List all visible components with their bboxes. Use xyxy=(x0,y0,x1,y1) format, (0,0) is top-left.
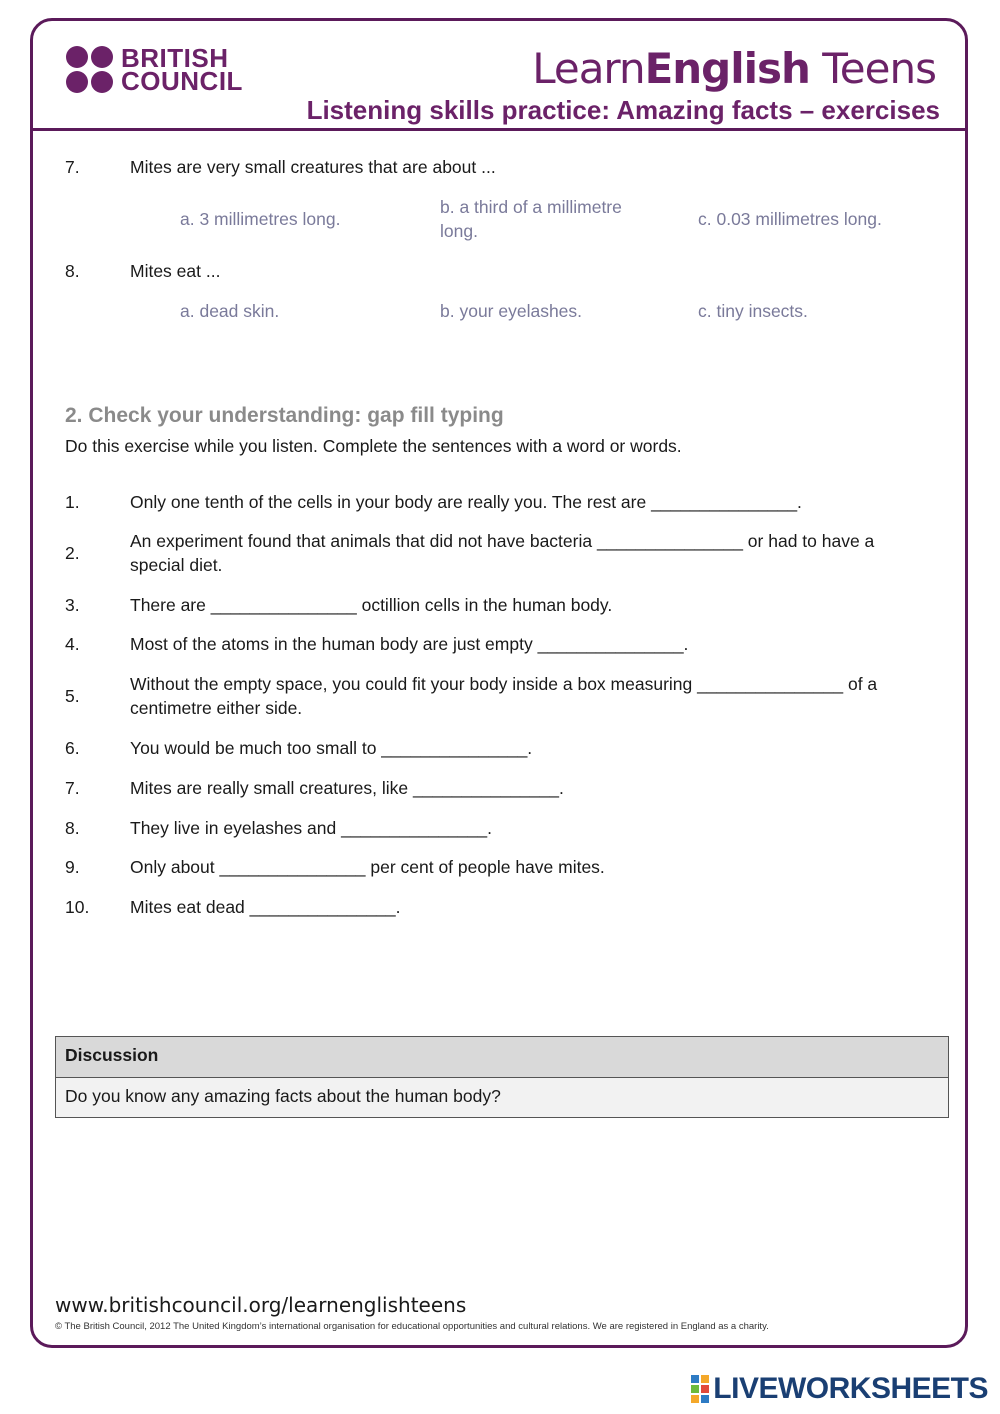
item-text[interactable]: An experiment found that animals that did not have bacteria _______________ or had to have a special diet. xyxy=(130,531,875,575)
item-number: 10. xyxy=(65,897,90,917)
item-number: 5. xyxy=(65,686,80,706)
logo-teens: Teens xyxy=(809,44,936,93)
question-text: Mites are very small creatures that are about ... xyxy=(130,157,496,177)
item-text[interactable]: You would be much too small to _______________. xyxy=(130,738,533,758)
page-title: Listening skills practice: Amazing facts – exercises xyxy=(306,95,940,125)
option-a[interactable]: a. dead skin. xyxy=(180,301,280,321)
item-number: 8. xyxy=(65,818,80,838)
discussion-box xyxy=(55,1036,949,1118)
logo-english: English xyxy=(644,44,810,93)
logo-learn: Learn xyxy=(532,44,645,93)
item-text[interactable]: They live in eyelashes and _______________. xyxy=(130,818,492,838)
question-number: 7. xyxy=(65,157,80,177)
option-b[interactable]: b. a third of a millimetre long. xyxy=(440,197,622,241)
liveworksheets-icon xyxy=(691,1375,709,1403)
option-b[interactable]: b. your eyelashes. xyxy=(440,301,583,321)
item-text[interactable]: Without the empty space, you could fit your body inside a box measuring _______________ of a centimetre either side. xyxy=(130,674,878,718)
question-text: Mites eat ... xyxy=(130,261,221,281)
discussion-question: Do you know any amazing facts about the human body? xyxy=(56,1078,948,1117)
logo-line-2: COUNCIL xyxy=(121,65,243,96)
item-text[interactable]: Mites are really small creatures, like _______________. xyxy=(130,778,564,798)
logo-line-1: BRITISH xyxy=(121,42,229,73)
item-number: 1. xyxy=(65,492,80,512)
logo-dots-icon xyxy=(66,46,113,93)
header-rule xyxy=(30,128,968,131)
item-number: 4. xyxy=(65,634,80,654)
section-title: 2. Check your understanding: gap fill typing xyxy=(65,404,504,427)
item-text[interactable]: Most of the atoms in the human body are just empty _______________. xyxy=(130,634,689,654)
liveworksheets-watermark xyxy=(691,1372,988,1406)
discussion-heading: Discussion xyxy=(56,1037,948,1078)
british-council-logo xyxy=(66,42,243,96)
item-text[interactable]: Mites eat dead _______________. xyxy=(130,897,401,917)
learnenglish-teens-logo xyxy=(532,44,936,93)
item-text[interactable]: Only about _______________ per cent of people have mites. xyxy=(130,857,605,877)
item-number: 3. xyxy=(65,595,80,615)
option-c[interactable]: c. tiny insects. xyxy=(698,301,808,321)
item-number: 2. xyxy=(65,543,80,563)
liveworksheets-text: LIVEWORKSHEETS xyxy=(713,1372,988,1405)
item-text[interactable]: There are _______________ octillion cells in the human body. xyxy=(130,595,613,615)
item-number: 9. xyxy=(65,857,80,877)
question-number: 8. xyxy=(65,261,80,281)
option-c[interactable]: c. 0.03 millimetres long. xyxy=(698,209,882,229)
option-a[interactable]: a. 3 millimetres long. xyxy=(180,209,341,229)
item-number: 7. xyxy=(65,778,80,798)
footer-copyright: © The British Council, 2012 The United Kingdom’s international organisation for educational opportunities and cultural relations. We are registered in England as a charity. xyxy=(55,1321,769,1332)
item-text[interactable]: Only one tenth of the cells in your body are really you. The rest are _______________. xyxy=(130,492,802,512)
footer-url: www.britishcouncil.org/learnenglishteens xyxy=(55,1293,467,1317)
item-number: 6. xyxy=(65,738,80,758)
instructions: Do this exercise while you listen. Complete the sentences with a word or words. xyxy=(65,436,682,456)
